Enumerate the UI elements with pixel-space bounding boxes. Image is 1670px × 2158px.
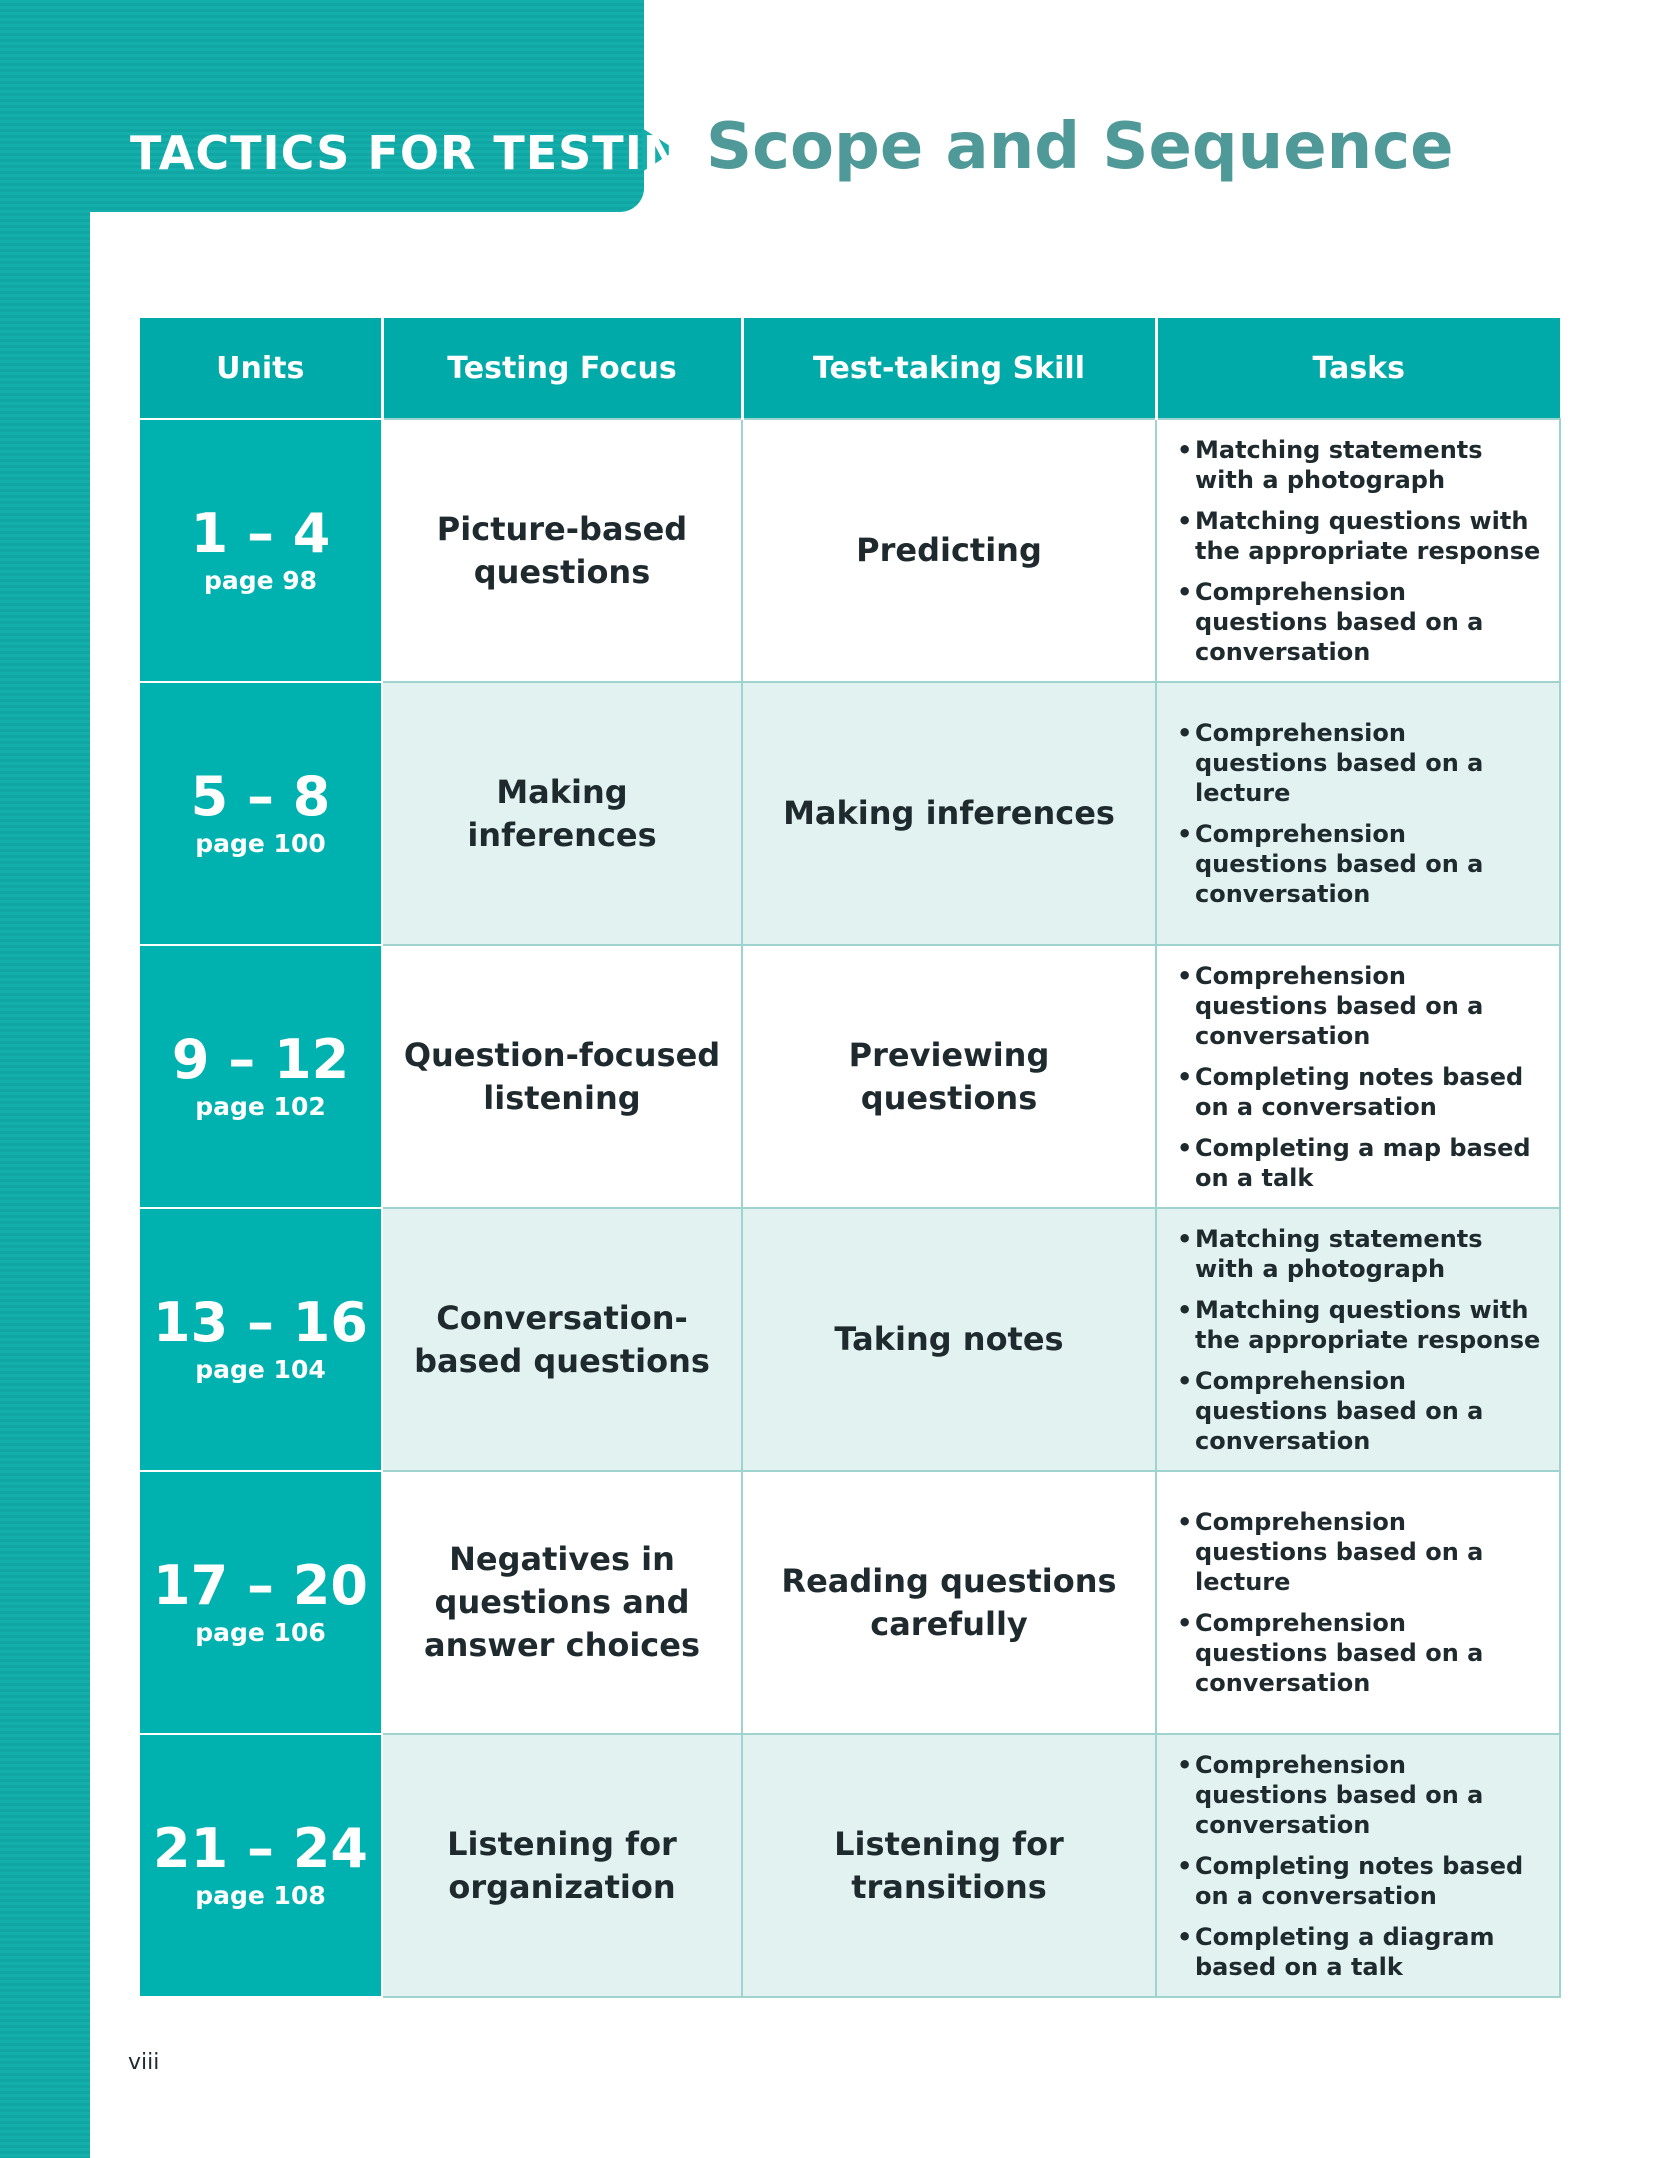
unit-range: 13 – 16: [153, 1290, 368, 1354]
unit-range: 21 – 24: [153, 1816, 368, 1880]
task-item: [1177, 1224, 1541, 1284]
bullet-icon: •: [1177, 961, 1193, 990]
table-row: [140, 1734, 1560, 1997]
tasks-list: [1157, 718, 1559, 909]
scope-sequence-table: [140, 318, 1561, 1998]
bullet-icon: •: [1177, 1295, 1193, 1324]
test-taking-skill-cell: [742, 1734, 1156, 1997]
test-taking-skill-text: Reading questions carefully: [781, 1561, 1117, 1643]
units-cell: [140, 682, 382, 945]
task-item: [1177, 961, 1541, 1051]
task-text: Comprehension questions based on a conversation: [1195, 577, 1484, 666]
units-cell: [140, 1471, 382, 1734]
bullet-icon: •: [1177, 435, 1193, 464]
table-row: [140, 945, 1560, 1208]
table-row: [140, 1471, 1560, 1734]
side-strip: [0, 0, 90, 2158]
tasks-cell: [1156, 682, 1560, 945]
testing-focus-text: Question-focused listening: [403, 1035, 721, 1117]
bullet-icon: •: [1177, 1133, 1193, 1162]
tasks-list: [1157, 1507, 1559, 1698]
test-taking-skill-text: Listening for transitions: [834, 1824, 1064, 1906]
tasks-list: [1157, 1224, 1559, 1456]
task-item: [1177, 577, 1541, 667]
tasks-list: [1157, 435, 1559, 667]
unit-range: 5 – 8: [190, 764, 331, 828]
testing-focus-text: Conversation-based questions: [414, 1298, 710, 1380]
testing-focus-cell: [382, 1208, 742, 1471]
task-text: Comprehension questions based on a lecture: [1195, 1508, 1484, 1596]
units-cell: [140, 1734, 382, 1997]
task-text: Comprehension questions based on a lecture: [1195, 719, 1484, 807]
test-taking-skill-cell: [742, 1471, 1156, 1734]
table-row: [140, 682, 1560, 945]
task-text: Matching questions with the appropriate response: [1195, 506, 1541, 565]
task-item: [1177, 1133, 1541, 1193]
unit-page-link[interactable]: page 106: [195, 1617, 326, 1647]
task-item: [1177, 435, 1541, 495]
task-text: Comprehension questions based on a conversation: [1195, 961, 1484, 1050]
unit-range: 1 – 4: [190, 501, 331, 565]
unit-page-link[interactable]: page 102: [195, 1091, 326, 1121]
test-taking-skill-text: Taking notes: [834, 1320, 1064, 1358]
task-text: Comprehension questions based on a conversation: [1195, 1750, 1484, 1839]
bullet-icon: •: [1177, 1609, 1193, 1637]
tasks-cell: [1156, 1734, 1560, 1997]
bullet-icon: •: [1177, 719, 1193, 747]
test-taking-skill-cell: [742, 419, 1156, 682]
page-number: viii: [128, 2050, 160, 2075]
task-text: Matching questions with the appropriate response: [1195, 1295, 1541, 1354]
task-text: Matching statements with a photograph: [1195, 1224, 1483, 1283]
tasks-cell: [1156, 945, 1560, 1208]
column-header-tasks: Tasks: [1156, 318, 1560, 419]
page-title: Scope and Sequence: [706, 110, 1454, 184]
task-text: Matching statements with a photograph: [1195, 435, 1483, 494]
task-item: [1177, 1366, 1541, 1456]
test-taking-skill-text: Predicting: [856, 531, 1042, 569]
task-item: [1177, 1608, 1541, 1698]
bullet-icon: •: [1177, 577, 1193, 606]
series-title: TACTICS FOR TESTING: [130, 126, 722, 180]
task-item: [1177, 819, 1541, 909]
test-taking-skill-text: Previewing questions: [848, 1035, 1050, 1117]
unit-range: 9 – 12: [171, 1027, 350, 1091]
column-header-test-taking-skill: Test-taking Skill: [742, 318, 1156, 419]
test-taking-skill-cell: [742, 1208, 1156, 1471]
task-item: [1177, 506, 1541, 566]
column-header-units: Units: [140, 318, 382, 419]
table-row: [140, 1208, 1560, 1471]
testing-focus-text: Negatives in questions and answer choices: [423, 1540, 701, 1664]
task-item: [1177, 1922, 1541, 1982]
bullet-icon: •: [1177, 1366, 1193, 1395]
tasks-list: [1157, 961, 1559, 1193]
testing-focus-text: Picture-based questions: [436, 509, 688, 591]
bullet-icon: •: [1177, 1062, 1193, 1091]
table-header-row: [140, 318, 1560, 419]
task-item: [1177, 718, 1541, 808]
bullet-icon: •: [1177, 1851, 1193, 1880]
tasks-cell: [1156, 1208, 1560, 1471]
test-taking-skill-cell: [742, 945, 1156, 1208]
unit-page-link[interactable]: page 104: [195, 1354, 326, 1384]
tasks-cell: [1156, 1471, 1560, 1734]
task-item: [1177, 1062, 1541, 1122]
task-item: [1177, 1507, 1541, 1597]
tasks-cell: [1156, 419, 1560, 682]
task-text: Comprehension questions based on a conversation: [1195, 820, 1484, 908]
table-body: [140, 419, 1560, 1997]
task-text: Completing notes based on a conversation: [1195, 1851, 1524, 1910]
task-text: Completing a diagram based on a talk: [1195, 1922, 1495, 1981]
task-text: Comprehension questions based on a conversation: [1195, 1609, 1484, 1697]
test-taking-skill-cell: [742, 682, 1156, 945]
task-item: [1177, 1295, 1541, 1355]
column-header-testing-focus: Testing Focus: [382, 318, 742, 419]
testing-focus-cell: [382, 682, 742, 945]
bullet-icon: •: [1177, 1224, 1193, 1253]
bullet-icon: •: [1177, 1922, 1193, 1951]
table-row: [140, 419, 1560, 682]
task-item: [1177, 1750, 1541, 1840]
unit-page-link[interactable]: page 98: [203, 565, 318, 595]
testing-focus-cell: [382, 945, 742, 1208]
bullet-icon: •: [1177, 1508, 1193, 1536]
bullet-icon: •: [1177, 506, 1193, 535]
task-text: Completing notes based on a conversation: [1195, 1062, 1524, 1121]
testing-focus-cell: [382, 1471, 742, 1734]
unit-range: 17 – 20: [153, 1553, 368, 1617]
units-cell: [140, 945, 382, 1208]
test-taking-skill-text: Making inferences: [783, 794, 1115, 832]
unit-page-link[interactable]: page 108: [195, 1880, 326, 1910]
tasks-list: [1157, 1750, 1559, 1982]
testing-focus-text: Listening for organization: [447, 1824, 677, 1906]
task-text: Completing a map based on a talk: [1195, 1133, 1531, 1192]
testing-focus-cell: [382, 419, 742, 682]
task-item: [1177, 1851, 1541, 1911]
units-cell: [140, 419, 382, 682]
unit-page-link[interactable]: page 100: [195, 828, 326, 858]
units-cell: [140, 1208, 382, 1471]
testing-focus-text: Making inferences: [467, 772, 657, 854]
testing-focus-cell: [382, 1734, 742, 1997]
bullet-icon: •: [1177, 820, 1193, 848]
bullet-icon: •: [1177, 1750, 1193, 1779]
task-text: Comprehension questions based on a conversation: [1195, 1366, 1484, 1455]
